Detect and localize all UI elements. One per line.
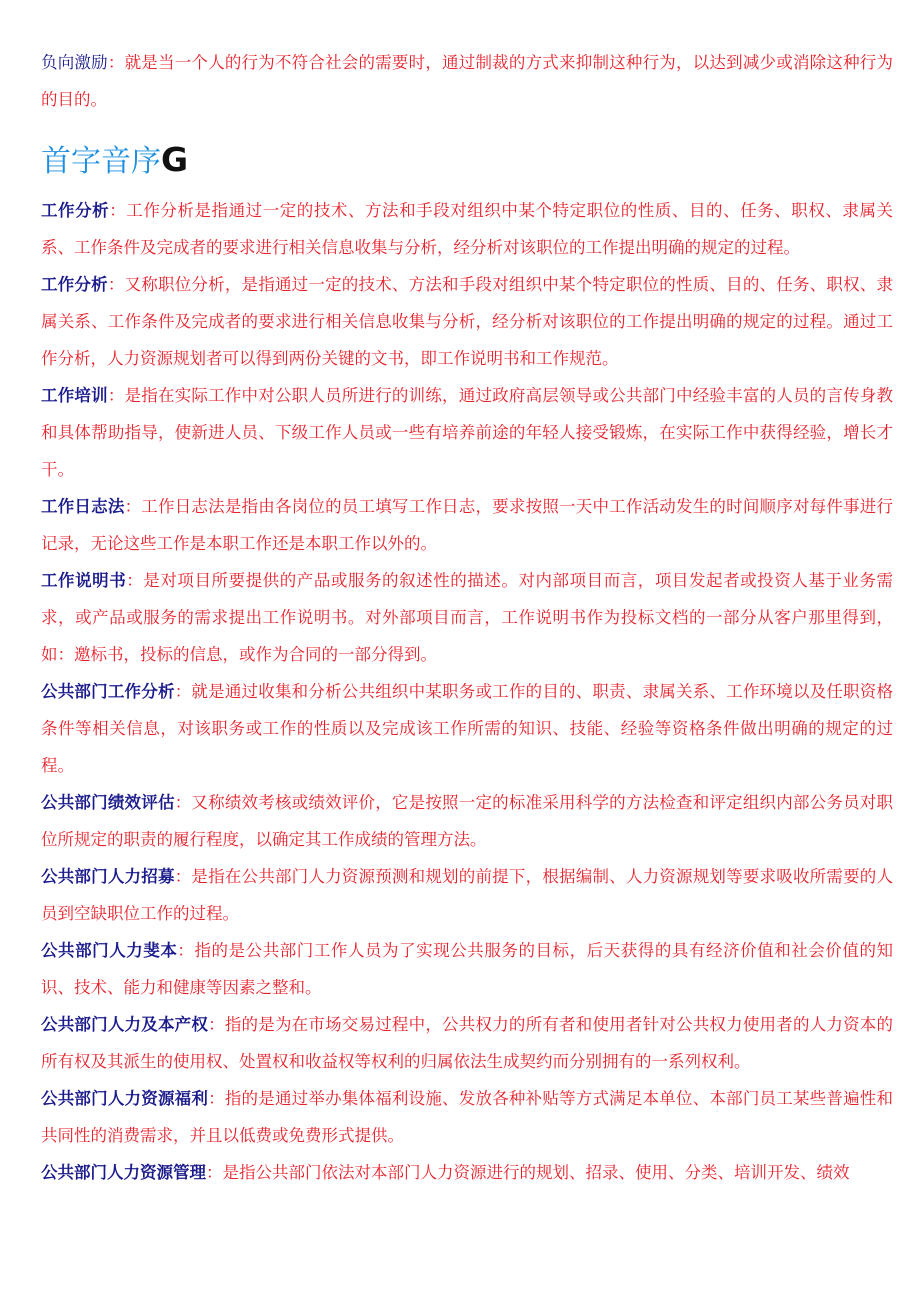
entry-separator: ：: [126, 571, 144, 590]
entry-separator: ：: [174, 682, 192, 701]
entry-definition: 指的是通过举办集体福利设施、发放各种补贴等方式满足本单位、本部门员工某些普遍性和共同性的消费需求，并且以低费或免费形式提供。: [41, 1089, 894, 1145]
entry-term: 工作说明书: [41, 571, 127, 590]
glossary-entry: [41, 562, 893, 673]
entry-separator: ：: [206, 1163, 223, 1182]
glossary-entry: [41, 1154, 893, 1191]
document-page: [41, 44, 893, 1191]
entry-term: 工作分析: [41, 275, 108, 294]
entry-definition: 是对项目所要提供的产品或服务的叙述性的描述。对内部项目而言，项目发起者或投资人基于业务需求，或产品或服务的需求提出工作说明书。对外部项目而言，工作说明书作为投标文档的一部分从客户那里得到，如：邀标书，投标的信息，或作为合同的一部分得到。: [41, 571, 894, 664]
entry-definition: 指的是为在市场交易过程中，公共权力的所有者和使用者针对公共权力使用者的人力资本的所有权及其派生的使用权、处置权和收益权等权利的归属依法生成契约而分别拥有的一系列权利。: [41, 1015, 894, 1071]
glossary-entry: [41, 784, 893, 858]
entry-term: 工作分析: [41, 201, 110, 220]
entry-term: 公共部门绩效评估: [41, 793, 175, 812]
entry-term: 公共部门人力斐本: [41, 941, 178, 960]
entry-separator: ：: [174, 867, 192, 886]
entry-separator: ：: [107, 386, 125, 405]
entry-definition: 就是当一个人的行为不符合社会的需要时，通过制裁的方式来抑制这种行为，以达到减少或消除这种行为的目的。: [41, 53, 894, 109]
section-heading-prefix: 首字音序: [41, 144, 161, 179]
entry-term: 公共部门人力资源福利: [41, 1089, 209, 1108]
glossary-entry: [41, 488, 893, 562]
glossary-entry: [41, 1006, 893, 1080]
entry-term: 公共部门人力招募: [41, 867, 175, 886]
entry-separator: ：: [208, 1089, 225, 1108]
entry-separator: ：: [208, 1015, 225, 1034]
entry-term: 工作培训: [41, 386, 108, 405]
entry-definition: 是指在公共部门人力资源预测和规划的前提下，根据编制、人力资源规划等要求吸收所需要的人员到空缺职位工作的过程。: [41, 867, 894, 923]
glossary-entry: [41, 1080, 893, 1154]
entry-term: 公共部门人力资源管理: [41, 1163, 206, 1182]
glossary-entry: [41, 377, 893, 488]
entry-term: 工作日志法: [41, 497, 125, 516]
entry-separator: ：: [124, 497, 142, 516]
entry-definition: 工作日志法是指由各岗位的员工填写工作日志，要求按照一天中工作活动发生的时间顺序对每件事进行记录，无论这些工作是本职工作还是本职工作以外的。: [41, 497, 894, 553]
entry-definition: 指的是公共部门工作人员为了实现公共服务的目标，后天获得的具有经济价值和社会价值的知识、技术、能力和健康等因素之整和。: [41, 941, 894, 997]
entry-definition: 是指在实际工作中对公职人员所进行的训练，通过政府高层领导或公共部门中经验丰富的人员的言传身教和具体帮助指导，使新进人员、下级工作人员或一些有培养前途的年轻人接受锻炼，在实际工作中获得经验，增长才干。: [41, 386, 894, 479]
glossary-entry: [41, 932, 893, 1006]
entry-definition: 就是通过收集和分析公共组织中某职务或工作的目的、职责、隶属关系、工作环境以及任职资格条件等相关信息，对该职务或工作的性质以及完成该工作所需的知识、技能、经验等资格条件做出明确的规定的过程。: [41, 682, 894, 775]
section-heading-letter: G: [161, 140, 189, 179]
glossary-entry: [41, 858, 893, 932]
entry-definition: 是指公共部门依法对本部门人力资源进行的规划、招录、使用、分类、培训开发、绩效: [222, 1163, 850, 1182]
entry-term: 负向激励: [41, 53, 108, 72]
section-heading: [41, 138, 893, 182]
glossary-entry: [41, 673, 893, 784]
glossary-entry: [41, 44, 893, 118]
entry-separator: ：: [107, 275, 125, 294]
entry-separator: ：: [107, 53, 125, 72]
glossary-entry: [41, 266, 893, 377]
entry-separator: ：: [177, 941, 195, 960]
entry-term: 公共部门工作分析: [41, 682, 175, 701]
entry-definition: 工作分析是指通过一定的技术、方法和手段对组织中某个特定职位的性质、目的、任务、职权、隶属关系、工作条件及完成者的要求进行相关信息收集与分析，经分析对该职位的工作提出明确的规定的过程。: [41, 201, 894, 257]
entry-definition: 又称绩效考核或绩效评价，它是按照一定的标准采用科学的方法检查和评定组织内部公务员对职位所规定的职责的履行程度，以确定其工作成绩的管理方法。: [41, 793, 894, 849]
entry-separator: ：: [174, 793, 192, 812]
entry-term: 公共部门人力及本产权: [41, 1015, 209, 1034]
entry-separator: ：: [109, 201, 127, 220]
entry-definition: 又称职位分析，是指通过一定的技术、方法和手段对组织中某个特定职位的性质、目的、任务、职权、隶属关系、工作条件及完成者的要求进行相关信息收集与分析，经分析对该职位的工作提出明确的规定的过程。通过工作分析，人力资源规划者可以得到两份关键的文书，即工作说明书和工作规范。: [41, 275, 894, 368]
glossary-entry: [41, 192, 893, 266]
